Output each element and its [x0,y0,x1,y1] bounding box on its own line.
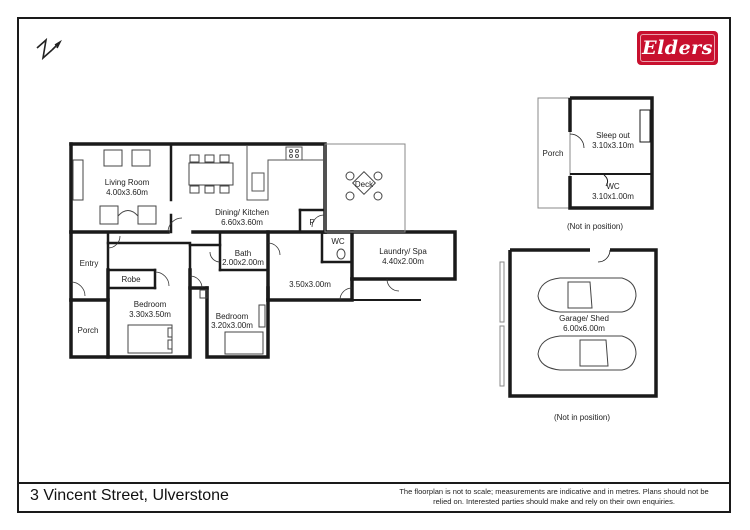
living-room-label: Living Room [104,178,150,187]
robe-label: Robe [121,275,141,284]
garage-size: 6.00x6.00m [563,324,605,333]
bedroom-2-size: 3.20x3.00m [211,321,253,330]
sleepout-porch-label: Porch [542,149,564,158]
garage-note: (Not in position) [553,413,611,422]
sleepout-note: (Not in position) [566,222,624,231]
laundry-label: Laundry/ Spa [379,247,427,256]
sleepout-label: Sleep out [596,131,630,140]
porch-label: Porch [77,326,99,335]
wc-label: WC [331,237,345,246]
sleepout-size: 3.10x3.10m [592,141,634,150]
bath-label: Bath [234,249,252,258]
pantry-label: P [309,218,315,227]
bedroom-1-size: 3.30x3.50m [129,310,171,319]
deck-label: Deck [354,180,374,189]
dining-kitchen-label: Dining/ Kitchen [215,208,269,217]
garage-label: Garage/ Shed [559,314,609,323]
logo-text: Elders [642,37,713,59]
entry-label: Entry [79,259,99,268]
bedroom-2-label: Bedroom [215,312,249,321]
disclaimer-text: The floorplan is not to scale; measurements are indicative and in metres. Plans should not be relied on. Interested parties should make and rely on their own enquiries. [399,487,709,506]
sleepout-wc-size: 3.10x1.00m [592,192,634,201]
bedroom-1-label: Bedroom [133,300,167,309]
north-arrow-icon [37,40,60,58]
hall-size: 3.50x3.00m [289,280,331,289]
kitchen-counters [247,146,323,200]
sleepout-wc-label: WC [606,182,620,191]
dining-table-icon [189,155,233,193]
living-room-size: 4.00x3.60m [106,188,148,197]
living-furniture [73,150,156,224]
dining-kitchen-size: 6.60x3.60m [221,218,263,227]
property-address: 3 Vincent Street, Ulverstone [30,487,229,504]
bath-size: 2.00x2.00m [222,258,264,267]
car-icon [538,336,636,370]
garage-building [500,250,656,396]
car-icon [538,278,636,312]
laundry-size: 4.40x2.00m [382,257,424,266]
bed-icon [128,325,172,353]
